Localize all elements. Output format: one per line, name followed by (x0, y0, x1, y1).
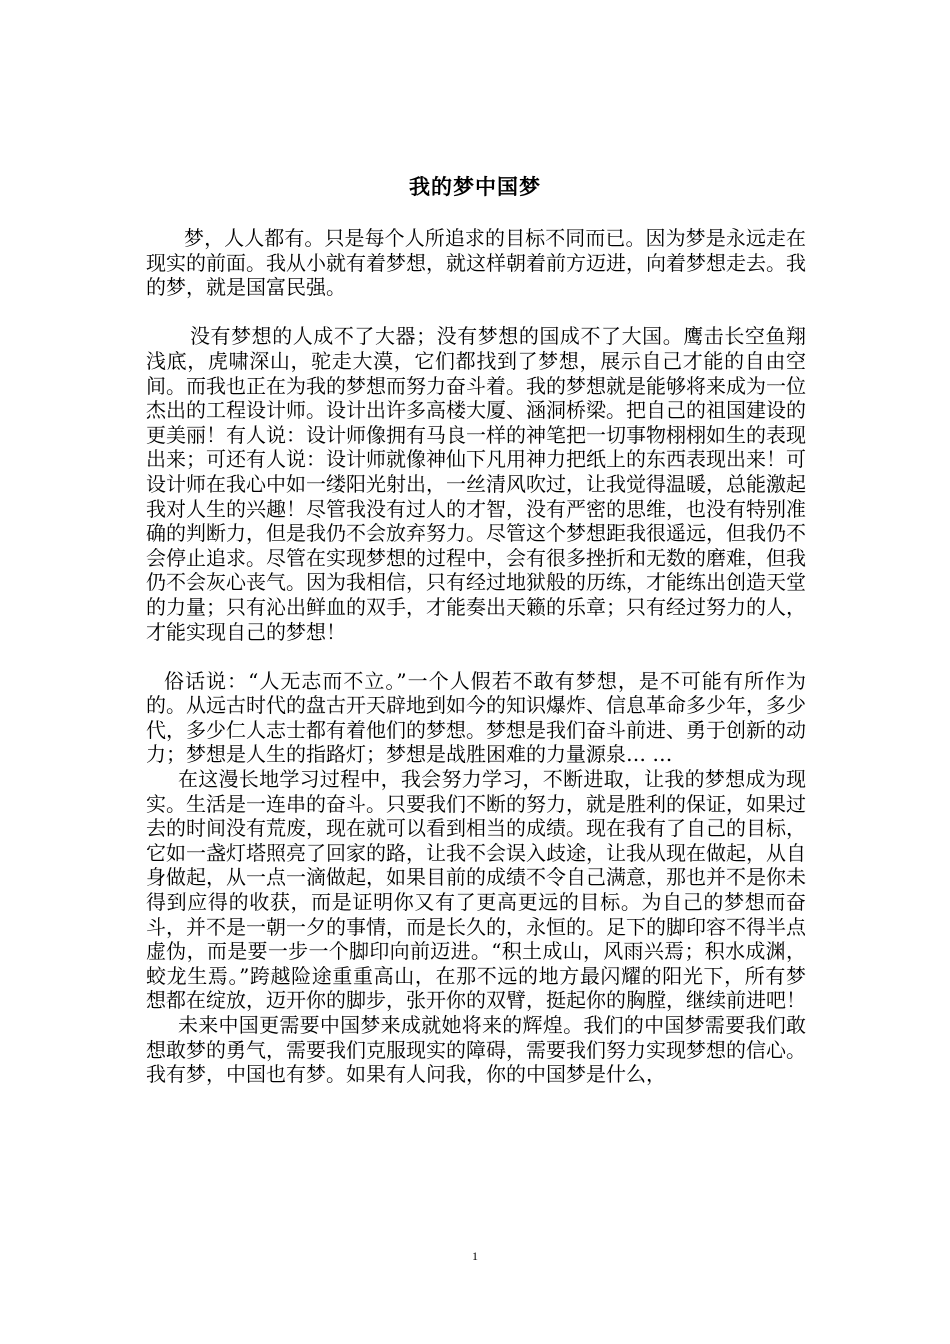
document-body (146, 226, 806, 1087)
paragraph-gap (146, 300, 806, 325)
page-number: 1 (472, 1249, 478, 1263)
paragraph-3: 俗话说：“人无志而不立。”一个人假若不敢有梦想，是不可能有所作为的。从远古时代的盘古开天辟地到如今的知识爆炸、信息革命多少年，多少代，多少仁人志士都有着他们的梦想。梦想是我们奋斗前进、勇于创新的动力；梦想是人生的指路灯；梦想是战胜困难的力量源泉… … (146, 668, 806, 767)
paragraph-1: 梦，人人都有。只是每个人所追求的目标不同而已。因为梦是永远走在现实的前面。我从小就有着梦想，就这样朝着前方迈进，向着梦想走去。我的梦，就是国富民强。 (146, 226, 806, 300)
paragraph-2: 没有梦想的人成不了大器；没有梦想的国成不了大国。鹰击长空鱼翔浅底，虎啸深山，驼走大漠，它们都找到了梦想，展示自己才能的自由空间。而我也正在为我的梦想而努力奋斗着。我的梦想就是能够将来成为一位杰出的工程设计师。设计出许多高楼大厦、涵洞桥梁。把自己的祖国建设的更美丽！有人说：设计师像拥有马良一样的神笔把一切事物栩栩如生的表现出来；可还有人说：设计师就像神仙下凡用神力把纸上的东西表现出来！可设计师在我心中如一缕阳光射出，一丝清风吹过，让我觉得温暖，总能激起我对人生的兴趣！尽管我没有过人的才智，没有严密的思维，也没有特别准确的判断力，但是我仍不会放弃努力。尽管这个梦想距我很遥远，但我仍不会停止追求。尽管在实现梦想的过程中，会有很多挫折和无数的磨难，但我仍不会灰心丧气。因为我相信，只有经过地狱般的历练，才能练出创造天堂的力量；只有沁出鲜血的双手，才能奏出天籁的乐章；只有经过努力的人，才能实现自己的梦想！ (146, 324, 806, 644)
paragraph-gap (146, 644, 806, 669)
document-title: 我的梦中国梦 (409, 174, 541, 199)
paragraph-5: 未来中国更需要中国梦来成就她将来的辉煌。我们的中国梦需要我们敢想敢梦的勇气，需要我们克服现实的障碍，需要我们努力实现梦想的信心。我有梦，中国也有梦。如果有人问我，你的中国梦是什么， (146, 1013, 806, 1087)
paragraph-4: 在这漫长地学习过程中，我会努力学习，不断进取，让我的梦想成为现实。生活是一连串的奋斗。只要我们不断的努力，就是胜利的保证，如果过去的时间没有荒废，现在就可以看到相当的成绩。现在我有了自己的目标，它如一盏灯塔照亮了回家的路，让我不会误入歧途，让我从现在做起，从自身做起，从一点一滴做起，如果目前的成绩不令自己满意，那也并不是你未得到应得的收获，而是证明你又有了更高更远的目标。为自己的梦想而奋斗，并不是一朝一夕的事情，而是长久的，永恒的。足下的脚印容不得半点虚伪，而是要一步一个脚印向前迈进。“积土成山，风雨兴焉；积水成渊，蛟龙生焉。”跨越险途重重高山，在那不远的地方最闪耀的阳光下，所有梦想都在绽放，迈开你的脚步，张开你的双臂，挺起你的胸膛，继续前进吧！ (146, 767, 806, 1013)
